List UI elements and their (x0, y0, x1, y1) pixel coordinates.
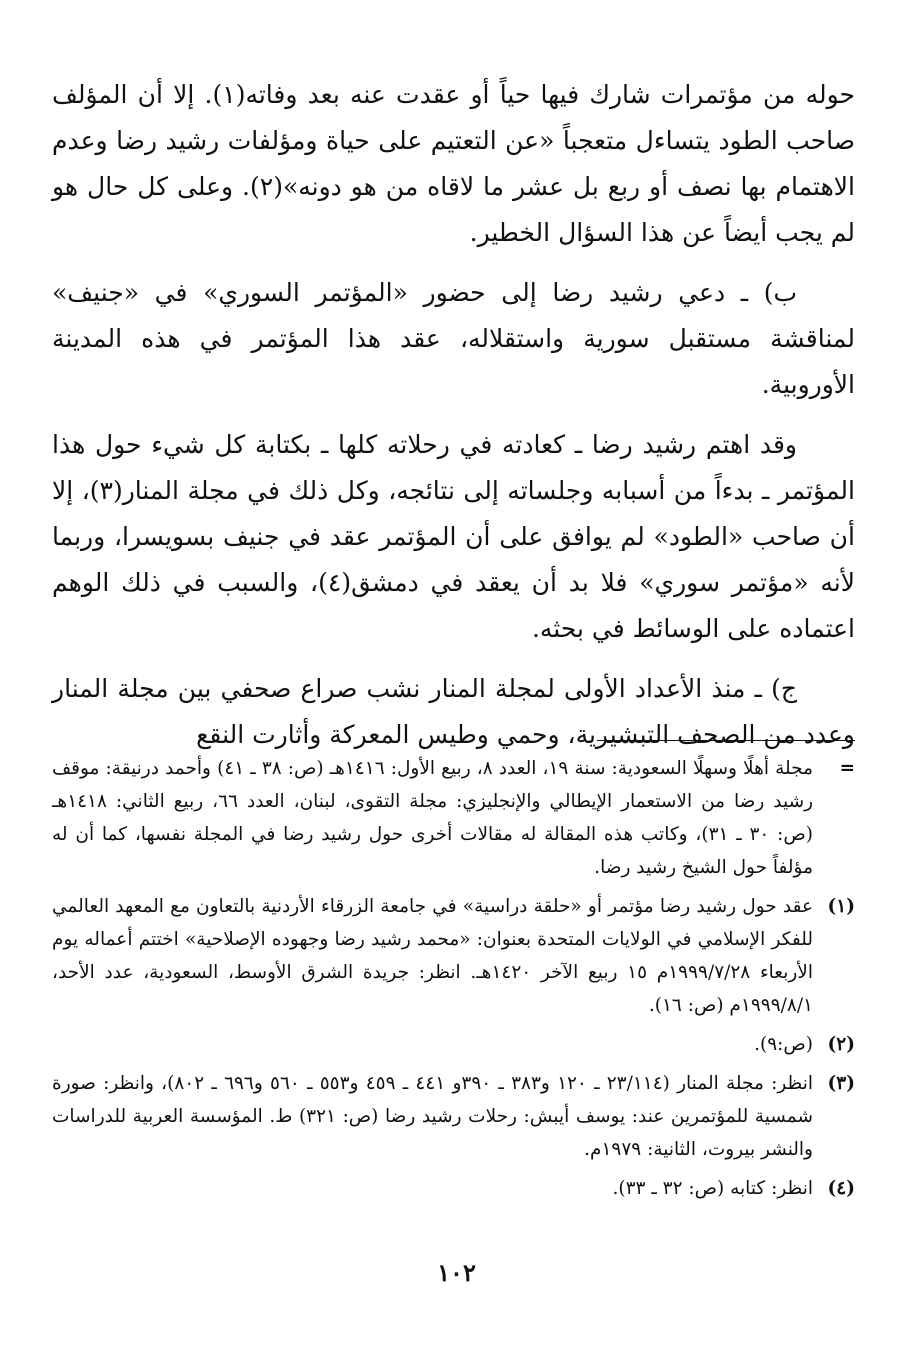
body-paragraph-3: وقد اهتم رشيد رضا ـ كعادته في رحلاته كلها ـ بكتابة كل شيء حول هذا المؤتمر ـ بدءاً من أسبابه وجلساته إلى نتائجه، وكل ذلك في مجلة المنار(٣)، إلا أن صاحب «الطود» لم يوافق على أن المؤتمر عقد في جنيف بسويسرا، وربما لأنه «مؤتمر سوري» فلا بد أن يعقد في دمشق(٤)، والسبب في ذلك الوهم اعتماده على الوسائط في بحثه. (52, 430, 856, 643)
footnote-marker: (٣) (827, 1073, 855, 1094)
footnote-3 (52, 1067, 855, 1166)
footnote-text: انظر: مجلة المنار (٢٣/١١٤ ـ ١٢٠ و٣٨٣ ـ ٣٩٠و ٤٤١ ـ ٤٥٩ و٥٥٣ ـ ٥٦٠ و٦٩٦ ـ ٨٠٢)، وانظر: صورة شمسية للمؤتمرين عند: يوسف أيبش: رحلات رشيد رضا (ص: ٣٢١) ط. المؤسسة العربية للدراسات والنشر بيروت، الثانية: ١٩٧٩م. (52, 1073, 814, 1160)
footnote-marker: (١) (827, 896, 855, 917)
footnotes (52, 752, 855, 1211)
body-paragraph-2: ب) ـ دعي رشيد رضا إلى حضور «المؤتمر السوري» في «جنيف» لمناقشة مستقبل سورية واستقلاله، عقد هذا المؤتمر في هذه المدينة الأوروبية. (52, 278, 855, 399)
footnote-marker: = (839, 758, 855, 779)
footnote-text: مجلة أهلًا وسهلًا السعودية: سنة ١٩، العدد ٨، ربيع الأول: ١٤١٦هـ (ص: ٣٨ ـ ٤١) وأحمد درنيقة: موقف رشيد رضا من الاستعمار الإيطالي والإنجليزي: مجلة التقوى، لبنان، العدد ٦٦، ربيع الثاني: ١٤١٨هـ (ص: ٣٠ ـ ٣١)، وكاتب هذه المقالة له مقالات أخرى حول رشيد رضا في المجلة نفسها، كما أن له مؤلفاً حول الشيخ رشيد رضا. (52, 758, 814, 878)
footnote-text: عقد حول رشيد رضا مؤتمر أو «حلقة دراسية» في جامعة الزرقاء الأردنية بالتعاون مع المعهد العالمي للفكر الإسلامي في الولايات المتحدة بعنوان: «محمد رشيد رضا وجهوده الإصلاحية» اختتم أعماله يوم الأربعاء ١٩٩٩/٧/٢٨م ١٥ ربيع الآخر ١٤٢٠هـ. انظر: جريدة الشرق الأوسط، السعودية، عدد الأحد، ١٩٩٩/٨/١م (ص: ١٦). (52, 896, 813, 1016)
footnote-continued (52, 752, 855, 884)
footnote-marker: (٤) (827, 1178, 855, 1199)
footnote-text: (ص:٩). (754, 1034, 813, 1055)
footnote-2 (52, 1028, 855, 1061)
footnote-text: انظر: كتابه (ص: ٣٢ ـ ٣٣). (612, 1178, 813, 1199)
footnote-divider (597, 740, 855, 741)
footnote-1 (52, 890, 855, 1022)
body-paragraph-1: حوله من مؤتمرات شارك فيها حياً أو عقدت عنه بعد وفاته(١). إلا أن المؤلف صاحب الطود يتساءل متعجباً «عن التعتيم على حياة ومؤلفات رشيد رضا وعدم الاهتمام بها نصف أو ربع بل عشر ما لاقاه من هو دونه»(٢). وعلى كل حال هو لم يجب أيضاً عن هذا السؤال الخطير. (52, 80, 856, 247)
footnote-4 (52, 1172, 855, 1205)
body-paragraph-4: ج) ـ منذ الأعداد الأولى لمجلة المنار نشب صراع صحفي بين مجلة المنار وعدد من الصحف التبشيرية، وحمي وطيس المعركة وأثارت النقع (52, 674, 855, 749)
footnote-marker: (٢) (827, 1034, 855, 1055)
main-text (52, 72, 855, 772)
page-number: ١٠٢ (437, 1258, 476, 1287)
